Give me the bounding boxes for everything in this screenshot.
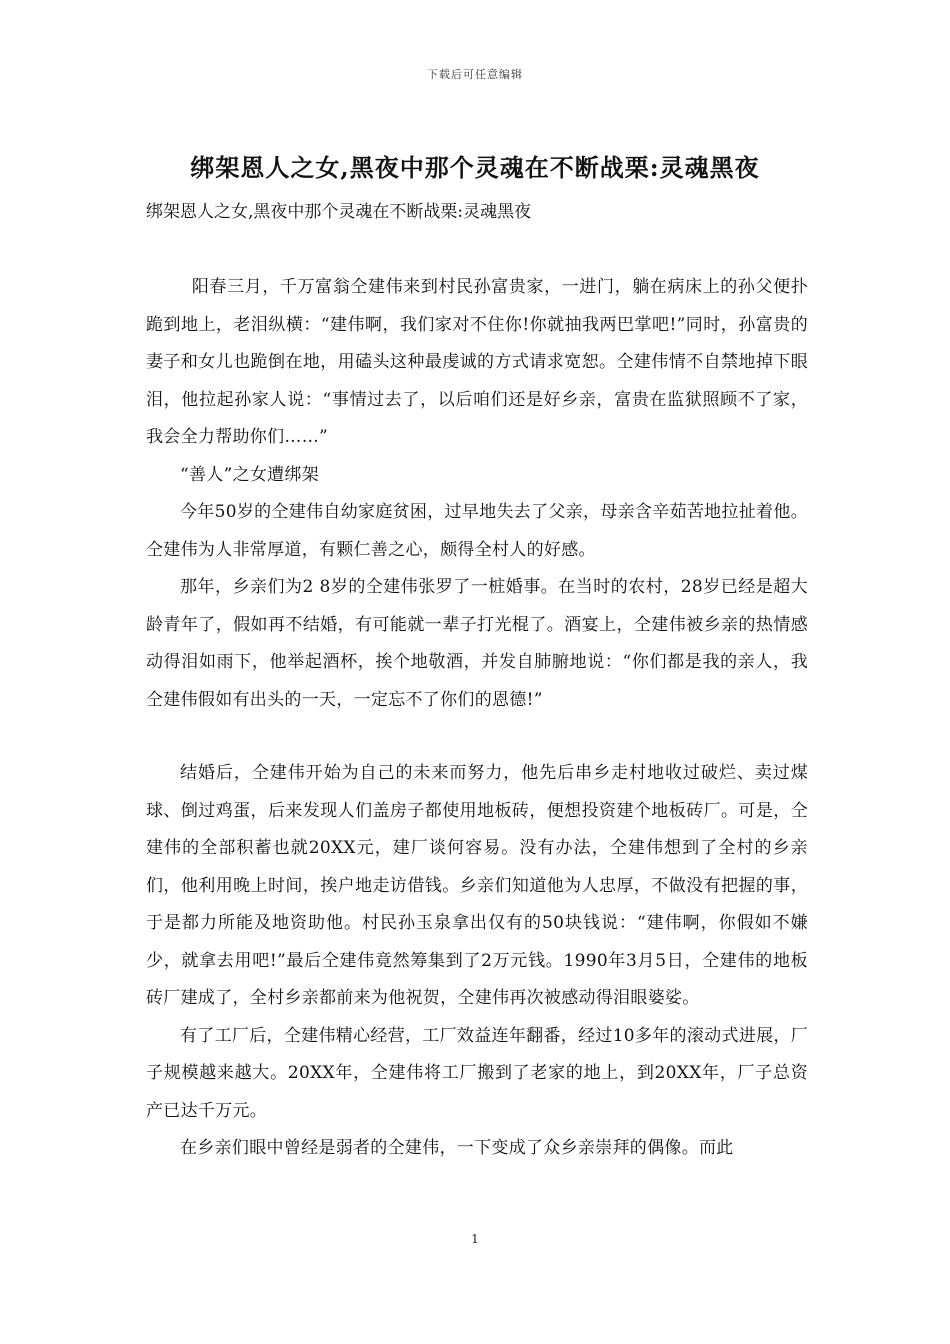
document-body [146, 269, 808, 1168]
paragraph-intro: 阳春三月，千万富翁仝建伟来到村民孙富贵家，一进门，躺在病床上的孙父便扑跪到地上，老泪纵横：“建伟啊，我们家对不住你!你就抽我两巴掌吧!”同时，孙富贵的妻子和女儿也跪倒在地，用磕头这种最虔诚的方式请求宽恕。仝建伟情不自禁地掉下眼泪，他拉起孙家人说：“事情过去了，以后咱们还是好乡亲，富贵在监狱照顾不了家，我会全力帮助你们……” [146, 277, 808, 447]
section-heading: “善人”之女遭绑架 [180, 464, 320, 485]
page-number: 1 [471, 1232, 479, 1246]
document-title: 绑架恩人之女,黑夜中那个灵魂在不断战栗:灵魂黑夜 [190, 153, 760, 182]
paragraph: 有了工厂后，仝建伟精心经营，工厂效益连年翻番，经过10多年的滚动式进展，厂子规模越来越大。20XX年，仝建伟将工厂搬到了老家的地上，到20XX年，厂子总资产已达千万元。 [146, 1025, 808, 1121]
paragraph: 今年50岁的仝建伟自幼家庭贫困，过早地失去了父亲，母亲含辛茹苦地拉扯着他。仝建伟为人非常厚道，有颗仁善之心，颇得全村人的好感。 [146, 502, 808, 560]
paragraph: 那年，乡亲们为2 8岁的仝建伟张罗了一桩婚事。在当时的农村，28岁已经是超大龄青年了，假如再不结婚，有可能就一辈子打光棍了。酒宴上，仝建伟被乡亲的热情感动得泪如雨下，他举起酒杯，挨个地敬酒，并发自肺腑地说：“你们都是我的亲人，我仝建伟假如有出头的一天，一定忘不了你们的恩德!” [146, 577, 808, 710]
paragraph: 在乡亲们眼中曾经是弱者的仝建伟，一下变成了众乡亲崇拜的偶像。而此 [180, 1138, 734, 1158]
document-subtitle: 绑架恩人之女,黑夜中那个灵魂在不断战栗:灵魂黑夜 [146, 202, 532, 222]
header-note: 下载后可任意编辑 [427, 68, 523, 81]
paragraph: 结婚后，仝建伟开始为自己的未来而努力，他先后串乡走村地收过破烂、卖过煤球、倒过鸡蛋，后来发现人们盖房子都使用地板砖，便想投资建个地板砖厂。可是，仝建伟的全部积蓄也就20XX元，建厂谈何容易。没有办法，仝建伟想到了全村的乡亲们，他利用晚上时间，挨户地走访借钱。乡亲们知道他为人忠厚，不做没有把握的事，于是都力所能及地资助他。村民孙玉泉拿出仅有的50块钱说：“建伟啊，你假如不嫌少，就拿去用吧!”最后仝建伟竟然筹集到了2万元钱。1990年3月5日，仝建伟的地板砖厂建成了，全村乡亲都前来为他祝贺，仝建伟再次被感动得泪眼婆娑。 [146, 763, 808, 1008]
